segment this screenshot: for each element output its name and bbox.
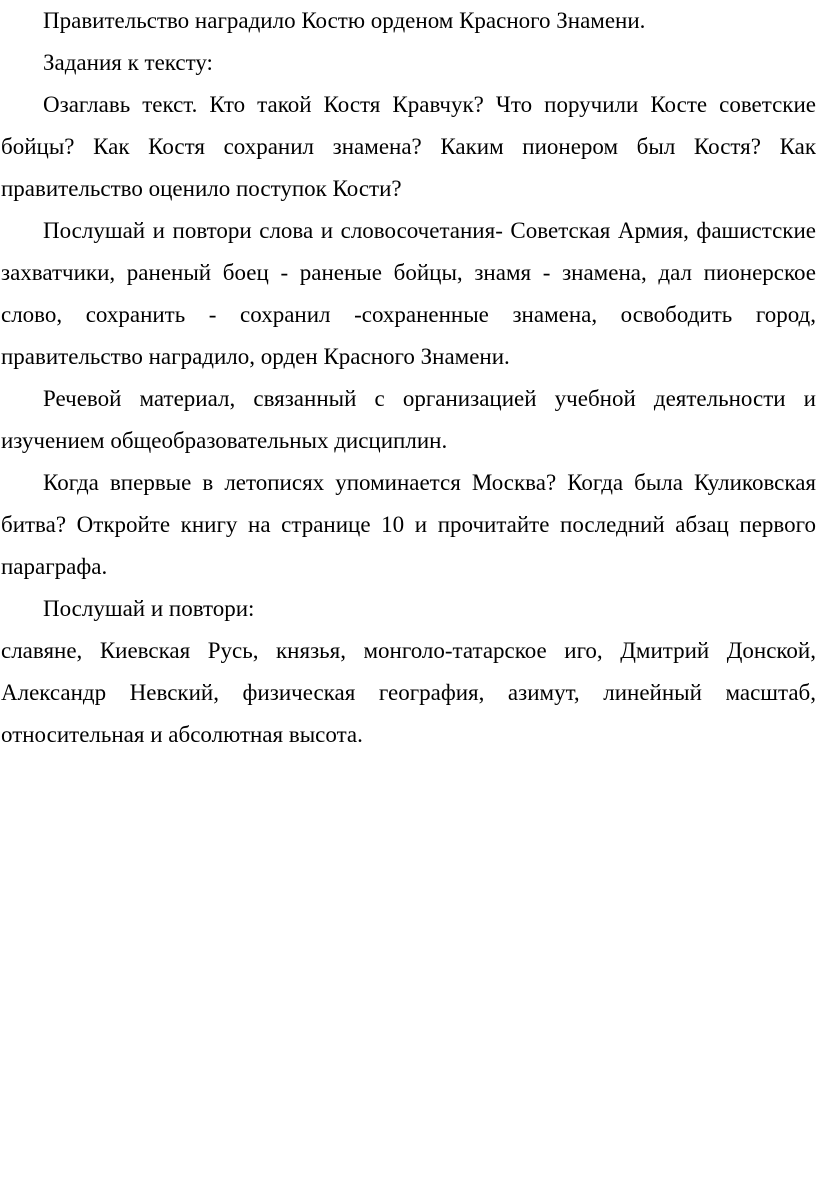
paragraph-terms: славяне, Киевская Русь, князья, монголо-татарское иго, Дмитрий Донской, Александр Невский, физическая география, азимут, линейный масштаб, относительная и абсолютная высота.: [1, 638, 816, 747]
paragraph-vocabulary: Послушай и повтори слова и словосочетания- Советская Армия, фашистские захватчики, раненый боец - раненые бойцы, знамя - знамена, дал пионерское слово, сохранить - сохранил -сохраненные знамена, освободить город, правительство наградило, орден Красного Знамени.: [1, 218, 816, 369]
paragraph-award: Правительство наградило Костю орденом Красного Знамени.: [43, 8, 646, 33]
paragraph-tasks-heading: Задания к тексту:: [43, 50, 213, 75]
paragraph-listen-repeat: Послушай и повтори:: [43, 596, 255, 621]
paragraph-speech-material: Речевой материал, связанный с организацией учебной деятельности и изучением общеобразовательных дисциплин.: [1, 386, 816, 453]
paragraph-questions: Озаглавь текст. Кто такой Костя Кравчук? Что поручили Косте советские бойцы? Как Костя сохранил знамена? Каким пионером был Костя? Как правительство оценило поступок Кости?: [1, 92, 816, 201]
document-body: [1, 0, 816, 756]
paragraph-history-questions: Когда впервые в летописях упоминается Москва? Когда была Куликовская битва? Откройте книгу на странице 10 и прочитайте последний абзац первого параграфа.: [1, 470, 816, 579]
